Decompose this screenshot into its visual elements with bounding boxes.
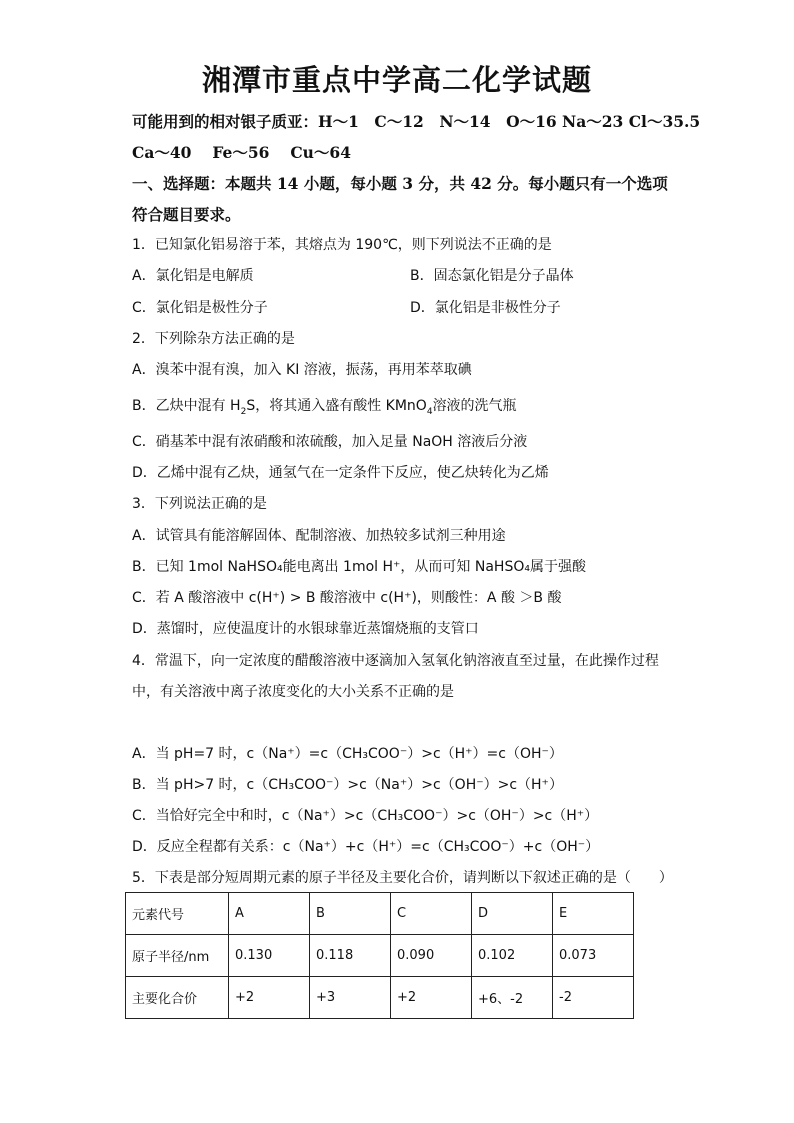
q2-stem: 2．下列除杂方法正确的是 — [132, 331, 295, 347]
q2-option-d: D．乙烯中混有乙炔，通氢气在一定条件下反应，使乙炔转化为乙烯 — [132, 465, 549, 481]
table-row — [126, 977, 634, 1019]
table-cell: 0.118 — [310, 935, 391, 977]
q2-option-b-sub1: 2 — [240, 406, 247, 417]
q2-option-a: A．溴苯中混有溴，加入 KI 溶液，振荡，再用苯萃取碘 — [132, 362, 472, 378]
q2-option-c: C．硝基苯中混有浓硝酸和浓硫酸，加入足量 NaOH 溶液后分液 — [132, 434, 528, 450]
table-cell: 0.073 — [553, 935, 634, 977]
table-cell: A — [229, 893, 310, 935]
q4-option-d: D．反应全程都有关系：c（Na⁺）+c（H⁺）=c（CH₃COO⁻）+c（OH⁻） — [132, 839, 600, 855]
table-cell: +3 — [310, 977, 391, 1019]
page-title: 湘潭市重点中学高二化学试题 — [201, 63, 592, 97]
table-cell: 0.130 — [229, 935, 310, 977]
table-row — [126, 935, 634, 977]
table-cell: D — [472, 893, 553, 935]
q1-option-d: D．氯化铝是非极性分子 — [410, 300, 561, 316]
section-heading-line-2: 符合题目要求。 — [132, 205, 241, 224]
q1-option-a: A．氯化铝是电解质 — [132, 268, 254, 284]
table-cell: 0.102 — [472, 935, 553, 977]
table-cell: +2 — [229, 977, 310, 1019]
q1-option-c: C．氯化铝是极性分子 — [132, 300, 268, 316]
q4-stem-line-1: 4．常温下，向一定浓度的醋酸溶液中逐滴加入氢氧化钠溶液直至过量，在此操作过程 — [132, 653, 659, 669]
table-row — [126, 893, 634, 935]
q4-option-b: B．当 pH>7 时，c（CH₃COO⁻）>c（Na⁺）>c（OH⁻）>c（H⁺） — [132, 777, 563, 793]
q4-option-a: A．当 pH=7 时，c（Na⁺）=c（CH₃COO⁻）>c（H⁺）=c（OH⁻） — [132, 746, 563, 762]
q1-option-b: B．固态氯化铝是分子晶体 — [410, 268, 574, 284]
element-data-table — [125, 892, 634, 1019]
table-cell: 原子半径/nm — [126, 935, 229, 977]
table-cell: E — [553, 893, 634, 935]
q2-option-b-part1: B．乙炔中混有 H — [132, 398, 241, 414]
q4-option-c: C．当恰好完全中和时，c（Na⁺）>c（CH₃COO⁻）>c（OH⁻）>c（H⁺） — [132, 808, 599, 824]
q3-stem: 3．下列说法正确的是 — [132, 496, 267, 512]
table-cell: 0.090 — [391, 935, 472, 977]
q5-stem: 5．下表是部分短周期元素的原子半径及主要化合价，请判断以下叙述正确的是（ ） — [132, 870, 673, 886]
table-cell: C — [391, 893, 472, 935]
table-cell: -2 — [553, 977, 634, 1019]
q3-option-d: D．蒸馏时，应使温度计的水银球靠近蒸馏烧瓶的支管口 — [132, 621, 479, 637]
q3-option-a: A．试管具有能溶解固体、配制溶液、加热较多试剂三种用途 — [132, 528, 506, 544]
q4-stem-line-2: 中，有关溶液中离子浓度变化的大小关系不正确的是 — [132, 684, 454, 700]
atomic-mass-line-2: Ca～40 Fe～56 Cu～64 — [132, 143, 352, 162]
q2-option-b-sub2: 4 — [426, 406, 433, 417]
q1-stem: 1．已知氯化铝易溶于苯，其熔点为 190℃，则下列说法不正确的是 — [132, 237, 552, 253]
q2-option-b-part2: S，将其通入盛有酸性 KMnO — [246, 398, 427, 414]
table-cell: 元素代号 — [126, 893, 229, 935]
q2-option-b — [132, 395, 517, 417]
table-cell: B — [310, 893, 391, 935]
q2-option-b-part3: 溶液的洗气瓶 — [432, 398, 517, 414]
q3-option-b: B．已知 1mol NaHSO₄能电离出 1mol H⁺，从而可知 NaHSO₄属于强酸 — [132, 559, 586, 575]
table-cell: 主要化合价 — [126, 977, 229, 1019]
q3-option-c: C．若 A 酸溶液中 c(H⁺) > B 酸溶液中 c(H⁺)，则酸性：A 酸 ＞B 酸 — [132, 590, 562, 606]
section-heading-line-1: 一、选择题：本题共 14 小题，每小题 3 分，共 42 分。每小题只有一个选项 — [132, 174, 668, 193]
table-cell: +2 — [391, 977, 472, 1019]
atomic-mass-line-1: 可能用到的相对银子质亚：H～1 C～12 N～14 O～16 Na～23 Cl～35.5 — [132, 112, 701, 131]
table-cell: +6、-2 — [472, 977, 553, 1019]
